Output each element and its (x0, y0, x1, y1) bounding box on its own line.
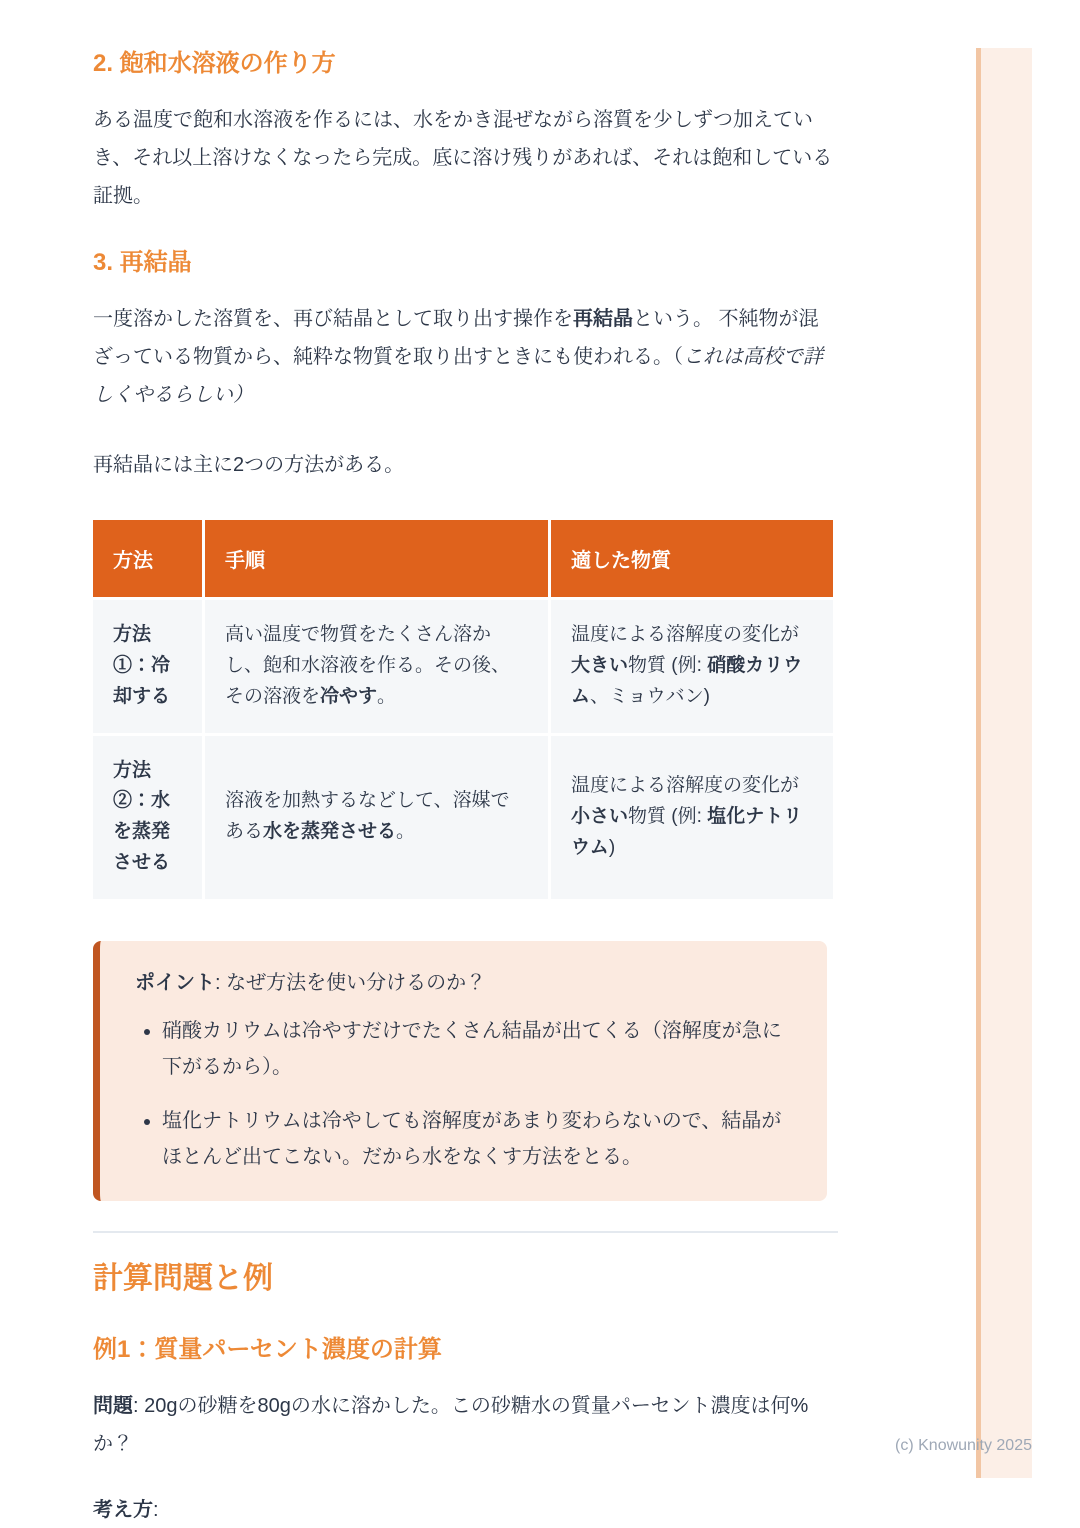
text-segment: 。 (377, 685, 397, 707)
table-header-row (93, 520, 833, 597)
text-segment: : (153, 1498, 159, 1521)
recrystallization-methods-table (93, 520, 833, 898)
text-segment: : なぜ方法を使い分けるのか？ (215, 971, 487, 994)
method2-substance-cell (551, 733, 833, 899)
italic-note: これは高校で詳しくやるらしい） (93, 346, 823, 407)
callout-bullet-list (135, 1013, 789, 1175)
column-header-method: 方法 (93, 520, 205, 597)
note-content (93, 0, 835, 1528)
bold-term: 小さい (571, 805, 629, 827)
problem-paragraph (93, 1387, 835, 1463)
text-segment: 温度による溶解度の変化が (571, 624, 800, 646)
section2-heading: 2. 飽和水溶液の作り方 (93, 50, 336, 77)
text-segment: という。 不純物が混ざっている物質から、純粋な物質を取り出すときにも使われる。（ (93, 308, 819, 369)
callout-title (135, 965, 789, 1001)
bold-term: 大きい (571, 655, 629, 677)
problem-label: 問題 (93, 1394, 133, 1417)
text-segment: 物質 (例: (628, 655, 708, 677)
callout-title-label: ポイント (135, 971, 215, 994)
text-segment: 溶液を加熱するなどして、溶媒である (225, 790, 510, 843)
table-row (93, 733, 833, 899)
callout-bullet: • 硝酸カリウムは冷やすだけでたくさん結晶が出てくる（溶解度が急に下がるから）。 (162, 1013, 789, 1085)
callout-bullet: • 塩化ナトリウムは冷やしても溶解度があまり変わらないので、結晶がほとんど出てこない。だから水をなくす方法をとる。 (162, 1103, 789, 1175)
calc-section-heading: 計算問題と例 (93, 1261, 273, 1295)
section2-paragraph: ある温度で飽和水溶液を作るには、水をかき混ぜながら溶質を少しずつ加えていき、それ以上溶けなくなったら完成。底に溶け残りがあれば、それは飽和している証拠。 (93, 109, 833, 208)
section3-paragraph (93, 300, 835, 414)
method2-cell: 方法②：水を蒸発させる (93, 733, 205, 899)
point-callout (93, 941, 827, 1201)
text-segment: 高い温度で物質をたくさん溶かし、飽和水溶液を作る。その後、その溶液を (225, 624, 511, 707)
page-edge-decoration (976, 48, 1032, 1478)
method1-cell: 方法①：冷却する (93, 597, 205, 732)
method2-steps-cell (205, 733, 551, 899)
text-segment: 温度による溶解度の変化が (571, 775, 800, 797)
text-segment: : 20gの砂糖を80gの水に溶かした。この砂糖水の質量パーセント濃度は何%か？ (93, 1394, 809, 1455)
section-divider (93, 1231, 838, 1233)
text-segment: 。 (396, 821, 416, 843)
method1-substance-cell (551, 597, 833, 732)
table-row (93, 597, 833, 732)
section3-paragraph2: 再結晶には主に2つの方法がある。 (93, 454, 405, 477)
method1-steps-cell (205, 597, 551, 732)
column-header-steps: 手順 (205, 520, 551, 597)
bold-term: 硝酸カリウム (571, 655, 803, 707)
example1-heading: 例1：質量パーセント濃度の計算 (93, 1335, 442, 1363)
text-segment: 物質 (例: (628, 805, 708, 827)
section3-heading: 3. 再結晶 (93, 249, 192, 277)
text-segment: ) (608, 836, 616, 858)
bold-term: 冷やす (320, 685, 378, 707)
text-segment: 、ミョウバン) (590, 685, 710, 707)
approach-label: 考え方 (93, 1498, 153, 1521)
bold-term: 水を蒸発させる (263, 821, 397, 843)
column-header-substance: 適した物質 (551, 520, 833, 597)
text-segment: 一度溶かした溶質を、再び結晶として取り出す操作を (93, 308, 573, 331)
bold-term-recrystallization: 再結晶 (573, 308, 633, 331)
bold-term: 塩化ナトリウム (571, 805, 803, 858)
copyright-footer: (c) Knowunity 2025 (895, 1437, 1032, 1454)
approach-paragraph (93, 1491, 835, 1528)
